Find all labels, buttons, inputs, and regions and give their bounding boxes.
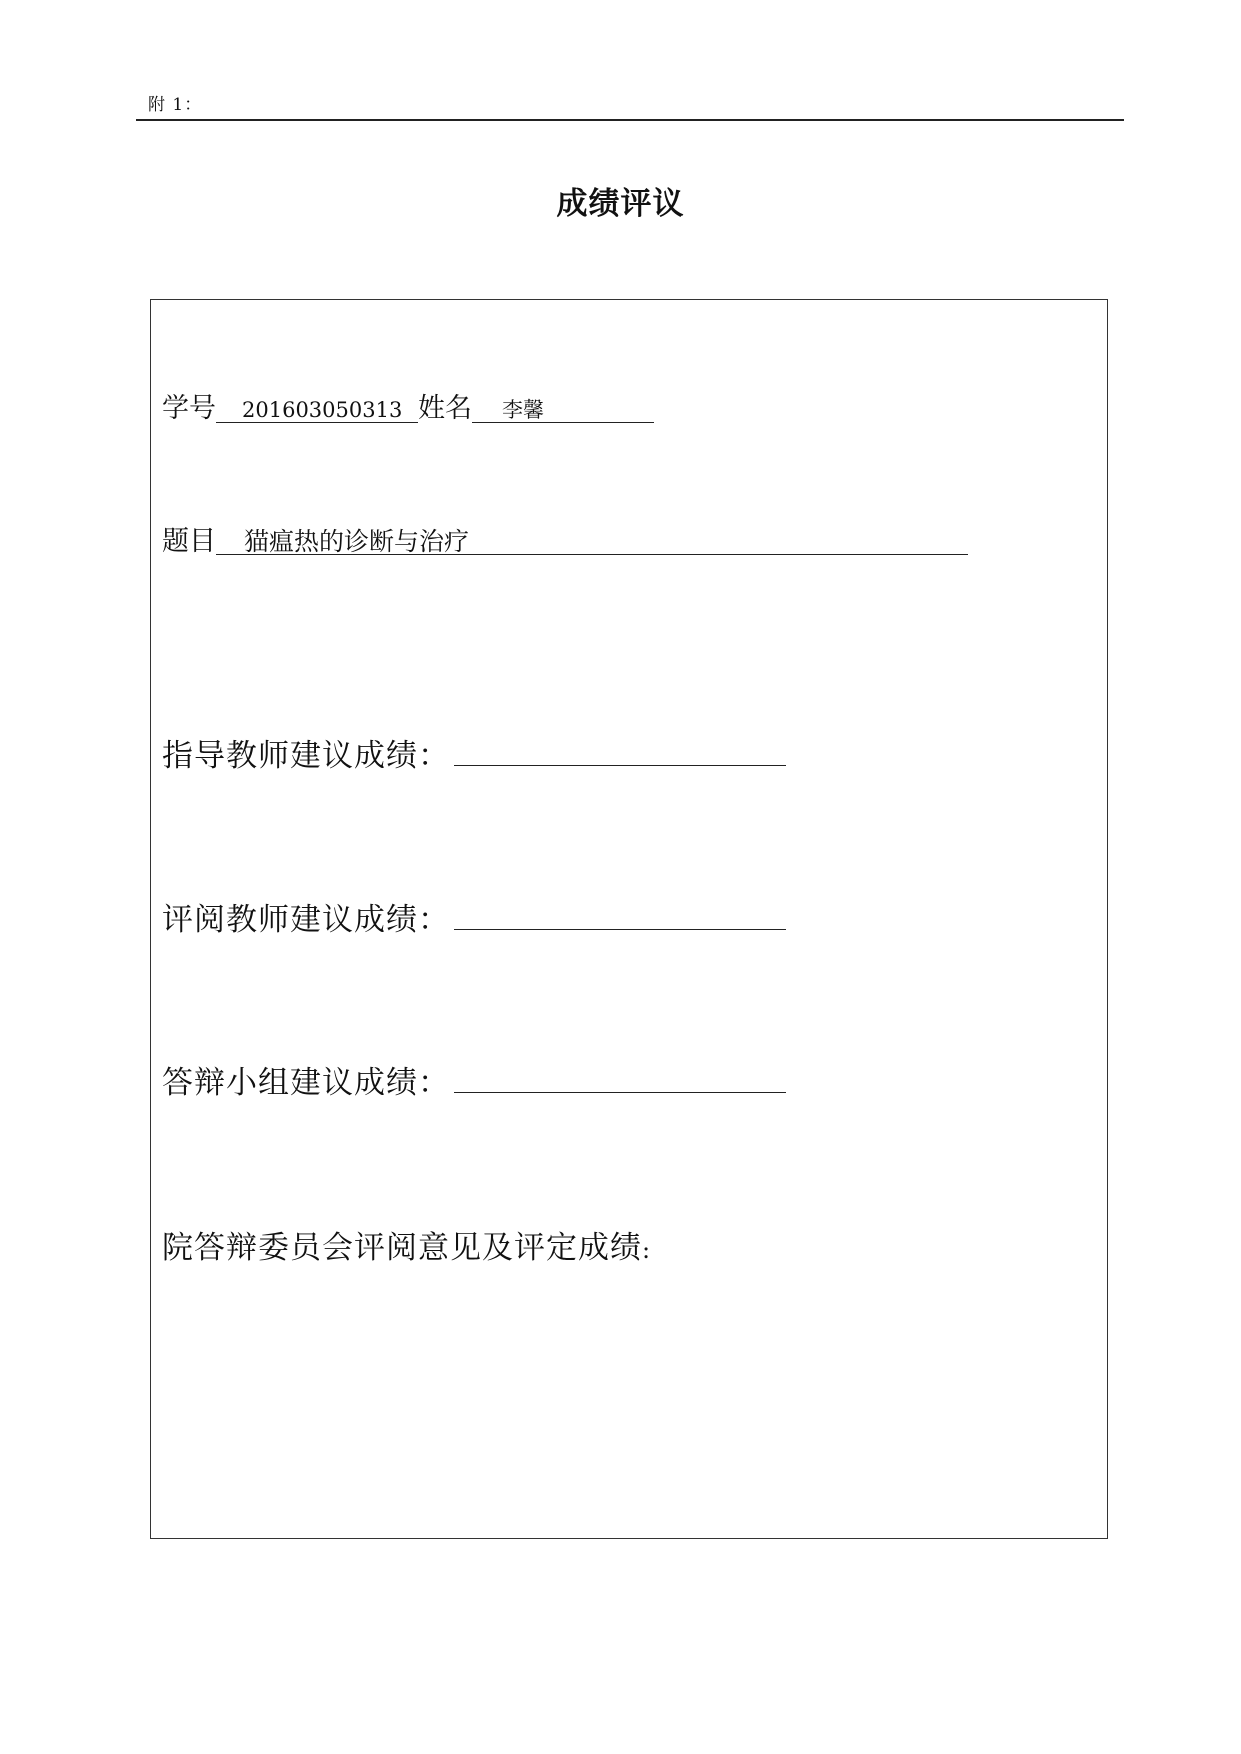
header-divider [136,119,1124,121]
committee-opinion-label: 院答辩委员会评阅意见及评定成绩 [162,1230,642,1266]
student-info-row [162,386,654,425]
page-title: 成绩评议 [556,186,685,222]
student-name-field[interactable] [472,395,654,423]
committee-row [162,1222,651,1267]
student-name-label: 姓名 [418,393,472,424]
topic-row [162,519,968,558]
student-id-field[interactable] [216,395,418,423]
topic-value: 猫瘟热的诊断与治疗 [244,527,470,556]
student-id-value: 201603050313 [242,398,403,422]
reviewer-grade-field[interactable] [454,906,786,930]
attachment-note: 附 1： [148,95,203,115]
defense-group-grade-field[interactable] [454,1069,786,1093]
grade-evaluation-form [150,299,1108,1539]
reviewer-grade-row [162,894,786,939]
advisor-grade-field[interactable] [454,742,786,766]
committee-label-colon: : [642,1236,652,1264]
defense-group-grade-row [162,1057,786,1102]
reviewer-grade-label: 评阅教师建议成绩： [162,902,450,938]
defense-group-grade-label: 答辩小组建议成绩： [162,1065,450,1101]
advisor-grade-label: 指导教师建议成绩： [162,738,450,774]
student-name-value: 李馨 [502,398,544,422]
advisor-grade-row [162,730,786,775]
topic-label: 题目 [162,526,216,557]
topic-field[interactable] [216,529,968,555]
student-id-label: 学号 [162,393,216,424]
